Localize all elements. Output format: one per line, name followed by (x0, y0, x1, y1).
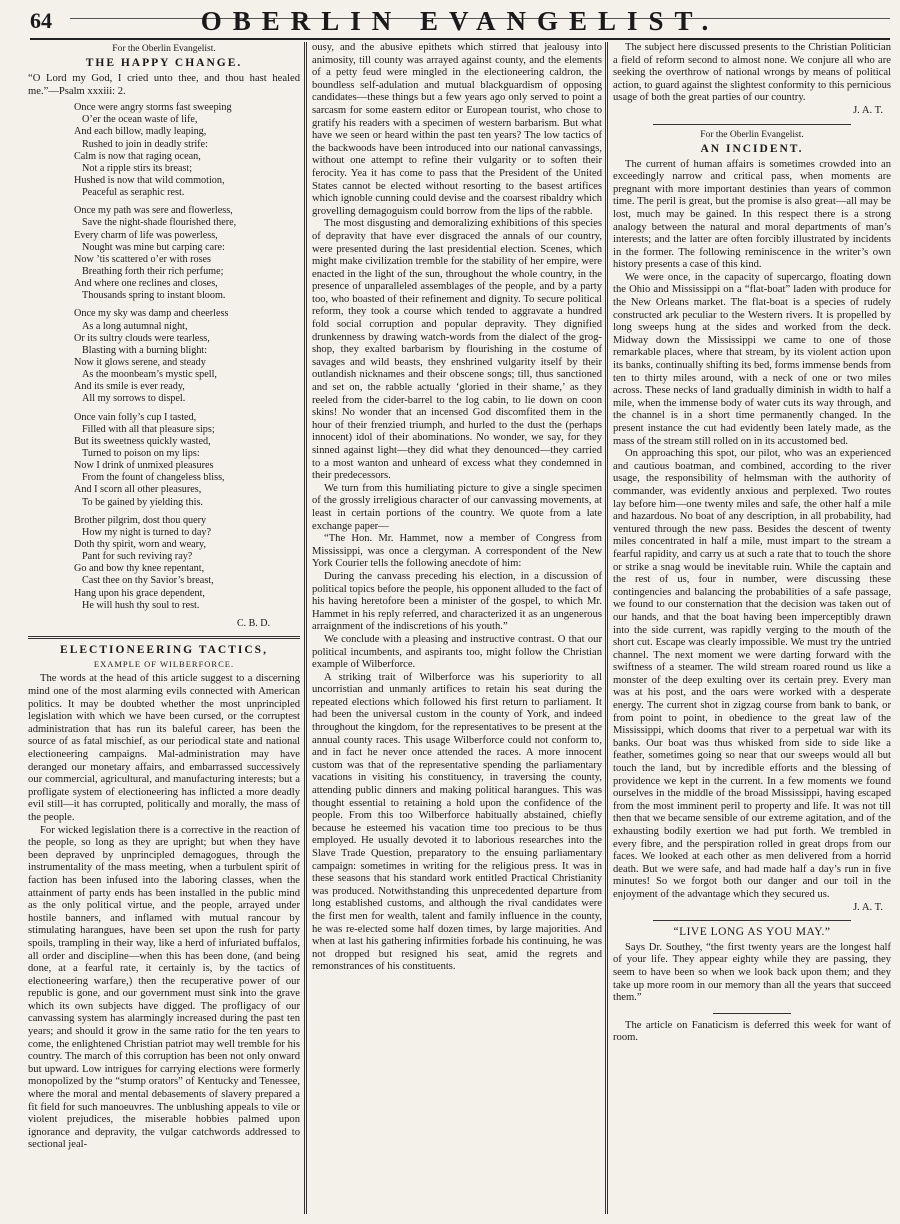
article-paragraph: The most disgusting and demoralizing exhibitions of this species of depravity that have ever disgraced the annals of our country, were presented during the last presidential election. Scenes, which might make civilization tremble for the stability of her empire, were enacted in the light of the sun, throughout the whole country, in the presence of unparalleled assemblages of the people, and by a party too, who boasted of their refinement and dignity. To secure political reform, they took a course which tended to aggravate a hundred fold social corruption and popular depravity. They dignified drunkenness by drawing watch-words from the dialect of the grog-shop, they exalted barbarism by flourishing in the costume of savages and wild beasts, they enshrined vulgarity itself by their outlandish nicknames and their obscene songs; till, thus sanctioned and set on, the rabble actually ‘gloried in their shame,’ as they reeled from the cider-barrel to the log cabin, to lie down on coon skins! No wonder that an incensed God discomfited them in the hour of their frenzied triumph, and hurled to the dust the (perhaps innocent) idol of their abominations. No wonder, we say, for they sinned against light—they did what they denounced—they carried to a most wanton and unheard of excess what they condemned in their predecessors. (312, 218, 602, 482)
poem-line: And its smile is ever ready, (74, 381, 185, 393)
article-paragraph: On approaching this spot, our pilot, who was an experienced and cautious boatman, and combined, according to the river usage, the responsibility of helmsman with the authority of commander, was evidently anxious and perplexed. Two routes lay before him—one twenty miles and safe, the other half a mile and hazardous. No boat of any description, in all probability, had ventured through the new pass. Besides the descent of twenty miles concentrated in half a mile, must impart to the stream a fearful rapidity, and carry us at such a rate that to touch the shore or strike a snag would be inevitable ruin. While the captain and the rest of us, four in number, were discussing these contingencies and balancing the probabilities of a safe passage, we found to our consternation that the decision was taken out of our hands, and that the boat having been imperceptibly drawn into the side current, was rapidly verging to the mouth of the short cut. Escape was clearly impossible. We must try the untried channel. The next moment we were darting forward with the swiftness of a steamer. The wild stream roared round us like a monster of the deep exulting over its certain prey. Every man was at his post, and the oars were worked with a desperate energy. The current shot in zigzag course from bank to bank, or from point to point, in obedience to the great law of the Mississippi, which dooms that river to a perpetual war with its banks. Our boat was thus whisked from side to side like a feather, sometimes going so near that our sweeps would all but touch the land, but by incredible efforts and the blessing of providence we kept in the current. In a few moments we found ourselves in the middle of the broad Mississippi, having escaped from the most imminent peril to property and life. It was not till then that we became sensible of our extreme agitation, and of the exhausting bodily exertion we had put forth. We trembled in every fibre, and the perspiration rolled in great drops from our faces. We looked at each other as men delivered from a horrid death. But we were safe, and had made half a day’s run in five minutes! So we forgot both our danger and our toil in the enjoyment of the advantage which they secured us. (613, 448, 891, 900)
poem-line: And where one reclines and closes, (74, 278, 218, 290)
poem-title: THE HAPPY CHANGE. (85, 57, 243, 70)
poem-line: Save the night-shade flourished there, (82, 217, 237, 229)
poem-line: Calm is now that raging ocean, (74, 150, 201, 162)
poem-line: Once my path was sere and flowerless, (74, 205, 233, 217)
page-number: 64 (30, 8, 52, 33)
section-rule (653, 920, 851, 921)
poem-epigraph: “O Lord my God, I cried unto thee, and thou hast healed me.”—Psalm xxxiii: 2. (28, 72, 300, 97)
poem-line: And each billow, madly leaping, (74, 126, 207, 138)
poem-line: Not a ripple stirs its breast; (82, 162, 193, 174)
article-signature: J. A. T. (853, 104, 883, 116)
poem-line: But its sweetness quickly wasted, (74, 435, 211, 447)
poem-line: Hushed is now that wild commotion, (74, 175, 225, 186)
poem-line: To be gained by yielding this. (82, 496, 203, 508)
poem-line: Go and bow thy knee repentant, (74, 563, 205, 575)
poem-line: Once vain folly’s cup I tasted, (74, 411, 197, 423)
poem-signature: C. B. D. (236, 617, 270, 629)
poem-line: Now I drink of unmixed pleasures (74, 460, 214, 472)
column-3 (613, 42, 891, 1214)
poem-stanza (74, 308, 300, 405)
poem-line: He will hush thy soul to rest. (82, 599, 200, 611)
poem-line: Cast thee on thy Savior’s breast, (82, 575, 214, 587)
poem-stanzas (28, 102, 300, 612)
poem-line: Breathing forth their rich perfume; (82, 265, 224, 277)
poem-line: Doth thy spirit, worn and weary, (74, 538, 207, 550)
poem-line: As the moonbeam’s mystic spell, (82, 369, 217, 381)
poem-line: Brother pilgrim, dost thou query (74, 514, 207, 526)
article-signature: J. A. T. (853, 901, 883, 913)
article-paragraph: A striking trait of Wilberforce was his superiority to all uncorristian and unmanly artifices to retain his seat during the repeated elections which followed his first return to parliament. It had been the universal custom in the county of York, and indeed throughout the kingdom, for the representatives to be present at the annual county races. This usage Wilberforce could not conform to, and in fact he never once attended the races. A more innocent custom was that of the representative spending the parliamentary vacations in visiting his constituency, in traversing the county, attending public dinners and making political harangues. This was thought essential to retaining a hold upon the confidence of the people. From this too Wilberforce habitually abstained, chiefly because he esteemed his vacation time too precious to be thus employed. He usually devoted it to laborious researches into the Slave Trade Question, preparatory to the ensuing parliamentary campaign: sometimes in writing for the religious press. It was in these seasons that his standard work entitled Practical Christianity was produced. Notwithstanding this unprecedented departure from long established customs, and although the rival candidates were the first men for wealth, talent and family influence in the county, he was re-elected some half dozen times, by large majorities. And when at last his gathering infirmities forbade his continuing, he was not dropped but resigned his seat, amid the regrets and remonstrances of his constituents. (312, 671, 602, 973)
article-paragraph: We conclude with a pleasing and instructive contrast. O that our political incumbents, and aspirants too, might follow the Christian example of Wilberforce. (312, 633, 602, 671)
poem-line: All my sorrows to dispel. (82, 393, 186, 405)
poem-line: Pant for such reviving ray? (82, 551, 193, 563)
poem-stanza (74, 515, 300, 612)
editorial-notice: The article on Fanaticism is deferred this week for want of room. (613, 1019, 891, 1044)
column-divider (304, 42, 307, 1214)
poem-stanza (74, 412, 300, 509)
article-paragraph: The current of human affairs is sometimes crowded into an exceedingly narrow and critical pass, when moments are pregnant with more important destinies than years of common time. The peril is great, but the promise is also great—all may be lost, much may be gained. In this respect there is a strong analogy between the natural and moral departments of man’s interests; and the latter are often forcibly illustrated by incidents in the former. The following reminiscence in the writer’s own history presents a case of this kind. (613, 158, 891, 271)
article-paragraph: For wicked legislation there is a corrective in the reaction of the people, so long as they are upright; but when they have been depraved by unprincipled demagogues, through the instrumentality of the mass meeting, when a turbulent spirit of faction has been infused into the laboring classes, when the attainment of party ends has been installed in the public mind as the only political virtue, and the people, arrayed under hostile banners, and inflamed with mutual rancour by stimulating harangues, have been set upon the rush for party spoils, trampling in their way, like a herd of infuriated buffalos, all order and discipline—when this has been done, (and being done, at a fearful rate, it certainly is, by the tactics of electioneering warfare,) then the recuperative power of our republic is gone, and our government must sink into the grave which its own subjects have digged. The profligacy of our canvassing system has alarmingly increased during the past ten years; and should it grow in the same ratio for the ten years to come, the enlightened Christian patriot may well tremble for his country. The march of this corruption has been not only onward but upward. Low intrigues for carrying elections were formerly monopolized by the “stump orators” of Kentucky and Tenessee, where the moral and mental debasements of slavery prepared a fit field for such manoeuvres. The unblushing appeals to vile or violent prejudices, the miserable hobbies palmed upon ignorance and depravity, the vulgar catchwords addressed to sectional jeal- (28, 824, 300, 1151)
section-rule (28, 636, 300, 639)
poem-line: Thousands spring to instant bloom. (82, 290, 226, 302)
poem-line: Nought was mine but carping care: (82, 241, 225, 253)
poem-line: Filled with all that pleasure sips; (82, 423, 215, 435)
poem-line: Hang upon his grace dependent, (74, 587, 205, 599)
article-subtitle: EXAMPLE OF WILBERFORCE. (93, 659, 235, 670)
article-paragraph: ousy, and the abusive epithets which stirred that jealousy into animosity, till county was arrayed against county, and the elements of a petty feud were mingled in the electioneering caldron, the boundless self-adulation and mutual blackguardism of opposing candidates—these things but a few years ago only served to point a sarcasm for some eastern editor or European tourist, who chose to gratify his readers with a specimen of western barbarism. But what have we seen or heard within the past ten years? The low tactics of the backwoods have been introduced into our national canvassings, without one attempt to refine their vulgarity or to soften their ferocity. Yea it has come to pass that the President of the United States cannot be elected without resorting to the basest artifices which ignoble cunning could devise and the coarsest ribaldry which grovelling demagoguism could borrow from the lips of the rabble. (312, 42, 602, 217)
poem-line: Or its sultry clouds were tearless, (74, 332, 210, 344)
section-rule (713, 1013, 791, 1014)
quoted-paragraph: “The Hon. Mr. Hammet, now a member of Congress from Mississippi, was once a clergyman. A correspondent of the New York Courier tells the following anecdote of him: (312, 533, 602, 570)
quoted-paragraph: During the canvass preceding his election, in a discussion of political topics before the people, his opponent alluded to the fact of his having heretofore been a minister of the gospel, to which Mr. Hammet in his reply referred, and characterized it as an ungenerous arraignment of the indiscretions of his youth.” (312, 570, 602, 633)
poem-line: Now ’tis scattered o’er with roses (74, 253, 212, 265)
poem-stanza (74, 102, 300, 199)
poem-signature-line (28, 618, 300, 630)
article-title: AN INCIDENT. (700, 142, 804, 155)
poem-line: Turned to poison on my lips: (82, 447, 200, 459)
poem-line: Rushed to join in deadly strife: (82, 138, 208, 150)
article-paragraph: We turn from this humiliating picture to give a single specimen of the grossly irreligious character of our canvassing movements, at least in certain portions of the country. We quote from a late exchange paper— (312, 482, 602, 532)
poem-line: As a long autumnal night, (82, 320, 188, 332)
article-title: “LIVE LONG AS YOU MAY.” (673, 926, 831, 939)
poem-stanza (74, 205, 300, 302)
column-1 (28, 42, 300, 1214)
section-rule (653, 124, 851, 125)
poem-line: And I scorn all other pleasures, (74, 484, 202, 496)
poem-line: From the fount of changeless bliss, (82, 472, 225, 484)
article-paragraph: The subject here discussed presents to the Christian Politician a field of reform second to almost none. We conjure all who are seeking the overthrow of national wrongs by means of political action, to guard against the slightest conformity to this pernicious usage of both the great parties of our country. (613, 42, 891, 104)
column-divider (605, 42, 608, 1214)
poem-line: Blasting with a burning blight: (82, 344, 208, 356)
poem-line: Once my sky was damp and cheerless (74, 308, 229, 320)
poem-line: Every charm of life was powerless, (74, 229, 218, 241)
column-2 (312, 42, 602, 1214)
article-credit: For the Oberlin Evangelist. (700, 129, 804, 140)
poem-credit: For the Oberlin Evangelist. (112, 44, 216, 54)
article-paragraph: Says Dr. Southey, “the first twenty years are the longest half of your life. They appear eighty while they are passing, they seem to have been so when we look back upon them; and they take up more room in our memory than all the years that succeed them.” (613, 941, 891, 1004)
newspaper-title: OBERLIN EVANGELIST. (200, 6, 720, 36)
article-paragraph: We were once, in the capacity of supercargo, floating down the Ohio and Mississippi on a “flat-boat” laden with produce for the New Orleans market. The flat-boat is a species of rudely constructed ark peculiar to the Western rivers. It is propelled by long sweeps hung at the sides and worked from the deck. Midway down the Mississippi we came to one of those remarkable places, where that stream, by its violent action upon its banks, continually shifting its bed, forms immense bends from ten to thirty miles around, with a neck of one or two miles across. These necks of land gradually diminish in width to half a mile, when the immense body of water cuts its way through, and the channel is in a short time permanently changed. In the present instance the cut had evidently been lately made, as the mass of the stream still rolled on in its accustomed bed. (613, 271, 891, 447)
article-paragraph: The words at the head of this article suggest to a discerning mind one of the most alarming evils connected with American politics. It may be doubted whether the most unprincipled legislation with which we have been cursed, or the corruptest administration that has run its baleful career, has been the source of as fatal mischief, as our periodical state and national electioneering campaigns. Mal-administration may have deranged our monetary affairs, and embarrassed successively our commercial, agricultural, and manufacturing interests; but a profligate system of electioneering has inflicted a more deadly evil still—it has corrupted, politically and morally, the mass of the people. (28, 673, 300, 823)
poem-line: How my night is turned to day? (82, 526, 212, 538)
poem-line: O’er the ocean waste of life, (82, 114, 198, 126)
article-title: ELECTIONEERING TACTICS, (60, 643, 268, 656)
poem-line: Peaceful as seraphic rest. (82, 187, 185, 199)
poem-line: Now it glows serene, and steady (74, 356, 206, 368)
masthead (30, 6, 890, 40)
poem-line: Once were angry storms fast sweeping (74, 102, 232, 114)
